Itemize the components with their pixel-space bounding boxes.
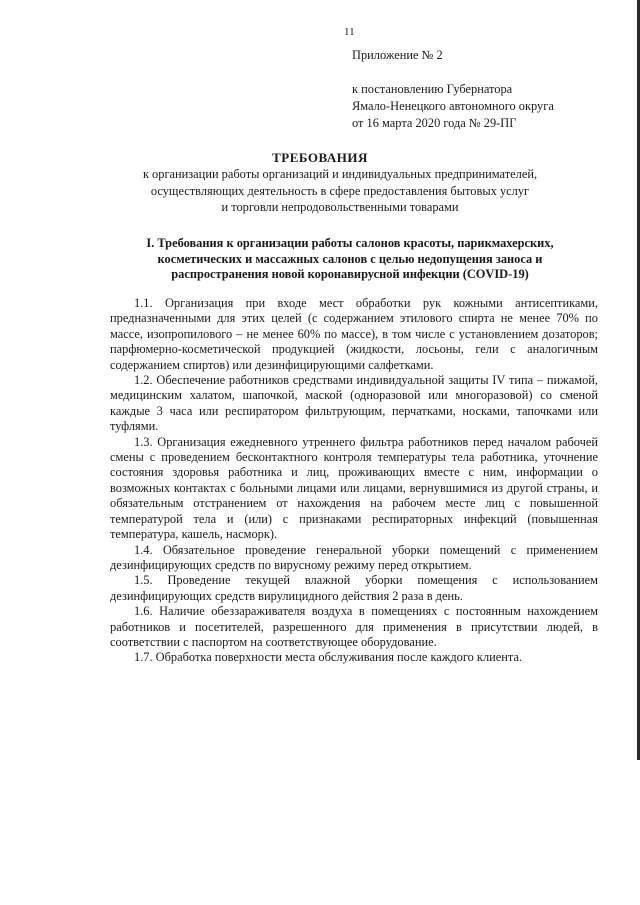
appendix-block	[352, 47, 622, 132]
subtitle-line-2: осуществляющих деятельность в сфере предоставления бытовых услуг	[150, 183, 530, 198]
appendix-line-1: к постановлению Губернатора	[352, 82, 513, 96]
page-number: 11	[344, 26, 355, 38]
subtitle-line-1: к организации работы организаций и индивидуальных предпринимателей,	[142, 167, 538, 181]
paragraph-1-1: 1.1. Организация при входе мест обработки рук кожными антисептиками, предназначенными для этих целей (с содержанием этилового спирта не менее 70% по массе, изопропилового – не менее 60% по массе), в том числе с установлением дозаторов; парфюмерно-косметической продукцией (жидкости, лосьоны, гели с аналогичным содержанием спиртов) или дезинфицирующими салфетками.	[110, 296, 598, 372]
appendix-line-2: Ямало-Ненецкого автономного округа	[352, 99, 554, 113]
paragraph-1-5: 1.5. Проведение текущей влажной уборки помещения с использованием дезинфицирующих средств вирулицидного действия 2 раза в день.	[110, 573, 598, 603]
section-heading-line-1: I. Требования к организации работы салонов красоты, парикмахерских,	[146, 236, 554, 250]
paragraph-1-4: 1.4. Обязательное проведение генеральной уборки помещений с применением дезинфицирующих средств по вирусному режиму перед открытием.	[110, 542, 598, 572]
appendix-title: Приложение № 2	[352, 48, 443, 62]
appendix-line-3: от 16 марта 2020 года № 29-ПГ	[352, 116, 517, 130]
subtitle-line-3: и торговли непродовольственными товарами	[221, 200, 459, 214]
section-heading	[80, 236, 620, 283]
document-title: ТРЕБОВАНИЯ	[272, 150, 368, 165]
section-heading-line-3: распространения новой коронавирусной инфекции (COVID-19)	[171, 267, 529, 281]
document-subtitle	[60, 166, 620, 216]
section-heading-line-2: косметических и массажных салонов с целью недопущения заноса и	[157, 251, 543, 266]
paragraph-1-3: 1.3. Организация ежедневного утреннего фильтра работников перед началом рабочей смены с проведением бесконтактного контроля температуры тела работника, уточнение состояния здоровья работника и лиц, проживающих вместе с ним, информации о возможных контактах с больными лицами или лицами, вернувшимися из другой страны, и обязательным отстранением от нахождения на рабочем месте лиц с повышенной температурой тела и (или) с признаками респираторных инфекций (повышенная температура, кашель, насморк).	[110, 434, 598, 542]
section-body	[110, 296, 598, 666]
paragraph-1-6: 1.6. Наличие обеззараживателя воздуха в помещениях с постоянным нахождением работников и посетителей, разрешенного для применения в присутствии людей, в соответствии с паспортом на соответствующее оборудование.	[110, 604, 598, 649]
paragraph-1-2: 1.2. Обеспечение работников средствами индивидуальной защиты IV типа – пижамой, медицинским халатом, шапочкой, маской (одноразовой или многоразовой) со сменой каждые 3 часа или респиратором фильтрующим, перчатками, носками, тапочками или туфлями.	[110, 373, 598, 434]
paragraph-1-7: 1.7. Обработка поверхности места обслуживания после каждого клиента.	[134, 650, 523, 665]
